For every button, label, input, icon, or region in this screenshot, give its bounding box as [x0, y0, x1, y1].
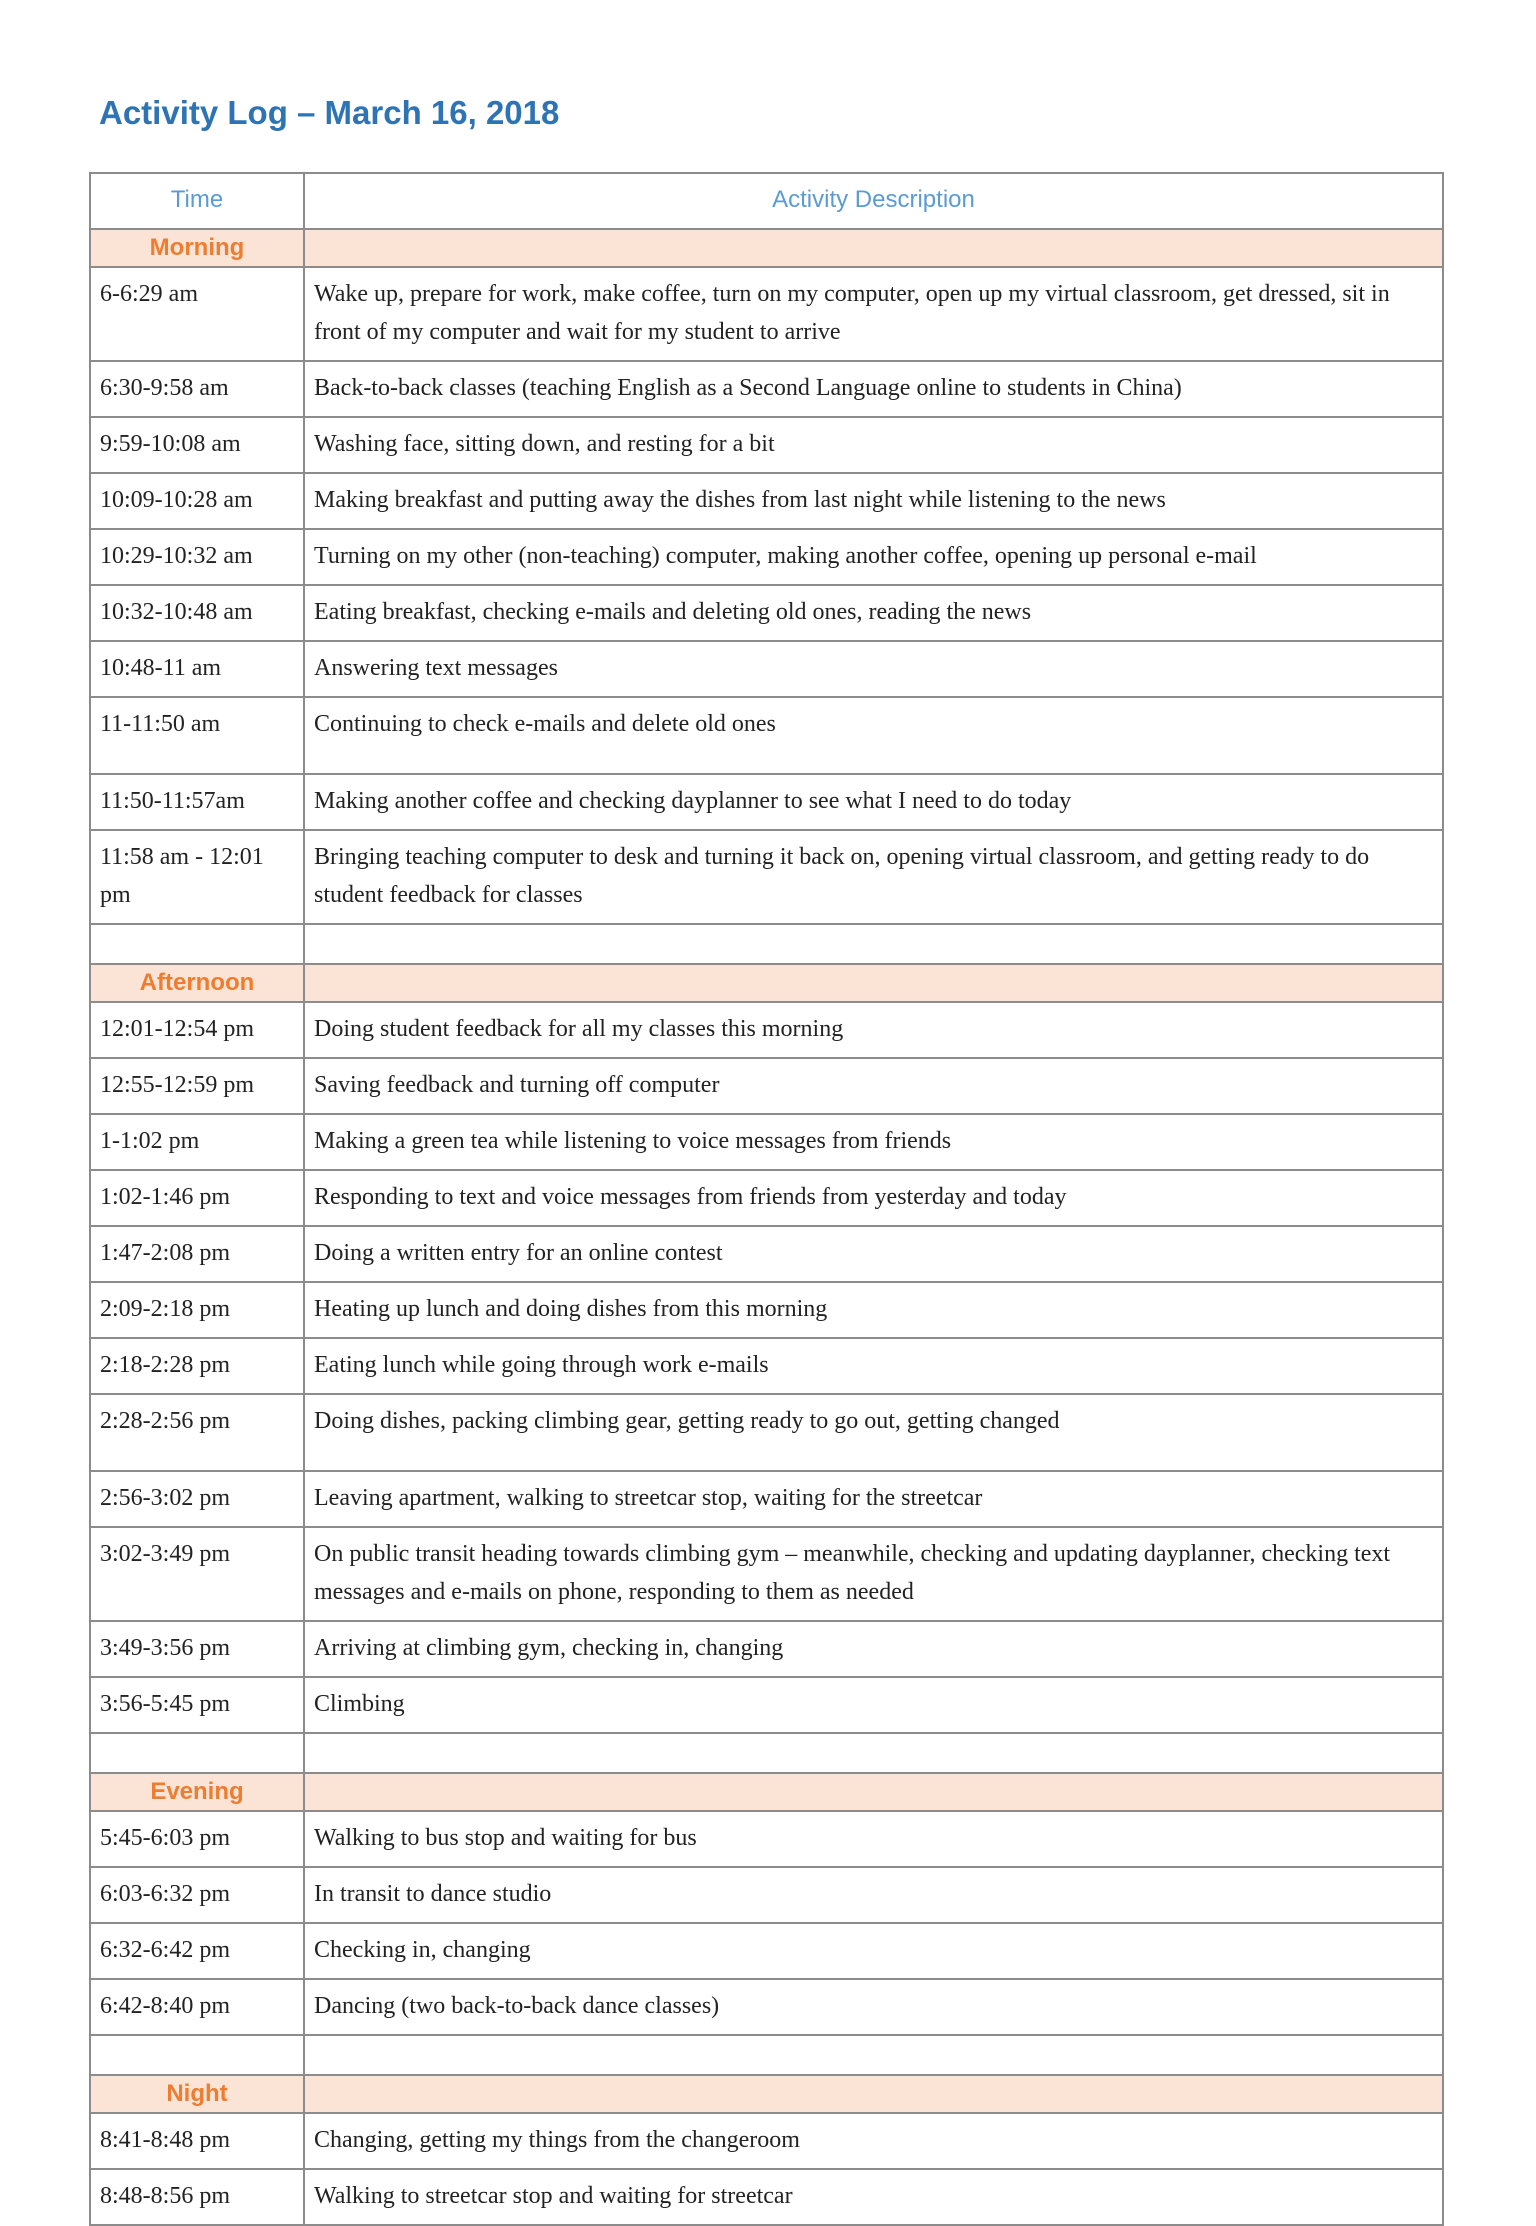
table-row	[90, 473, 1443, 529]
description-column-header: Activity Description	[304, 173, 1443, 229]
table-row	[90, 697, 1443, 774]
table-row	[90, 1867, 1443, 1923]
time-cell: 2:56-3:02 pm	[90, 1471, 304, 1527]
description-cell: Climbing	[304, 1677, 1443, 1733]
description-cell: Bringing teaching computer to desk and turning it back on, opening virtual classroom, and getting ready to do student feedback for classes	[304, 830, 1443, 924]
time-cell: 10:48-11 am	[90, 641, 304, 697]
activity-log-table	[89, 172, 1444, 2226]
description-cell: Eating lunch while going through work e-mails	[304, 1338, 1443, 1394]
time-cell: 5:45-6:03 pm	[90, 1811, 304, 1867]
time-cell: 8:41-8:48 pm	[90, 2113, 304, 2169]
description-cell: Changing, getting my things from the changeroom	[304, 2113, 1443, 2169]
page-title: Activity Log – March 16, 2018	[99, 94, 560, 131]
time-column-header: Time	[90, 173, 304, 229]
time-cell: 2:28-2:56 pm	[90, 1394, 304, 1471]
table-row	[90, 2169, 1443, 2225]
table-row	[90, 1058, 1443, 1114]
time-cell: 6:03-6:32 pm	[90, 1867, 304, 1923]
description-cell: Eating breakfast, checking e-mails and deleting old ones, reading the news	[304, 585, 1443, 641]
description-cell: Walking to bus stop and waiting for bus	[304, 1811, 1443, 1867]
description-cell: Heating up lunch and doing dishes from this morning	[304, 1282, 1443, 1338]
description-cell: Making breakfast and putting away the dishes from last night while listening to the news	[304, 473, 1443, 529]
description-cell: Making a green tea while listening to voice messages from friends	[304, 1114, 1443, 1170]
description-cell: Doing student feedback for all my classes this morning	[304, 1002, 1443, 1058]
table-row	[90, 1527, 1443, 1621]
time-cell: 9:59-10:08 am	[90, 417, 304, 473]
description-cell: On public transit heading towards climbing gym – meanwhile, checking and updating dayplanner, checking text messages and e-mails on phone, responding to them as needed	[304, 1527, 1443, 1621]
section-header-afternoon	[90, 964, 1443, 1002]
table-row	[90, 1471, 1443, 1527]
table-row	[90, 1170, 1443, 1226]
table-row	[90, 1677, 1443, 1733]
table-row	[90, 1621, 1443, 1677]
description-cell: Making another coffee and checking dayplanner to see what I need to do today	[304, 774, 1443, 830]
table-row	[90, 1811, 1443, 1867]
description-cell: Doing dishes, packing climbing gear, getting ready to go out, getting changed	[304, 1394, 1443, 1471]
spacer-row	[90, 1733, 1443, 1773]
description-cell: Dancing (two back-to-back dance classes)	[304, 1979, 1443, 2035]
table-row	[90, 361, 1443, 417]
time-cell: 6-6:29 am	[90, 267, 304, 361]
description-cell: Walking to streetcar stop and waiting for streetcar	[304, 2169, 1443, 2225]
time-cell: 12:55-12:59 pm	[90, 1058, 304, 1114]
description-cell: Doing a written entry for an online contest	[304, 1226, 1443, 1282]
description-cell: Wake up, prepare for work, make coffee, turn on my computer, open up my virtual classroom, get dressed, sit in front of my computer and wait for my student to arrive	[304, 267, 1443, 361]
description-cell: Continuing to check e-mails and delete old ones	[304, 697, 1443, 774]
time-cell: 6:30-9:58 am	[90, 361, 304, 417]
time-cell: 1-1:02 pm	[90, 1114, 304, 1170]
spacer-row	[90, 924, 1443, 964]
time-cell: 3:02-3:49 pm	[90, 1527, 304, 1621]
time-cell: 11:50-11:57am	[90, 774, 304, 830]
description-cell: Back-to-back classes (teaching English as a Second Language online to students in China)	[304, 361, 1443, 417]
section-fill	[304, 1773, 1443, 1811]
spacer-row	[90, 2035, 1443, 2075]
table-row	[90, 1002, 1443, 1058]
section-label: Night	[90, 2075, 304, 2113]
table-row	[90, 1226, 1443, 1282]
table-row	[90, 1338, 1443, 1394]
time-cell: 1:47-2:08 pm	[90, 1226, 304, 1282]
time-cell: 6:32-6:42 pm	[90, 1923, 304, 1979]
time-cell: 6:42-8:40 pm	[90, 1979, 304, 2035]
description-cell: Turning on my other (non-teaching) computer, making another coffee, opening up personal e-mail	[304, 529, 1443, 585]
description-cell: Leaving apartment, walking to streetcar stop, waiting for the streetcar	[304, 1471, 1443, 1527]
table-row	[90, 585, 1443, 641]
time-cell: 3:49-3:56 pm	[90, 1621, 304, 1677]
description-cell: In transit to dance studio	[304, 1867, 1443, 1923]
table-row	[90, 1979, 1443, 2035]
section-header-morning	[90, 229, 1443, 267]
table-row	[90, 529, 1443, 585]
table-row	[90, 830, 1443, 924]
description-cell: Saving feedback and turning off computer	[304, 1058, 1443, 1114]
section-fill	[304, 964, 1443, 1002]
table-row	[90, 2113, 1443, 2169]
table-header-row	[90, 173, 1443, 229]
description-cell: Responding to text and voice messages from friends from yesterday and today	[304, 1170, 1443, 1226]
table-row	[90, 774, 1443, 830]
section-label: Afternoon	[90, 964, 304, 1002]
description-cell: Checking in, changing	[304, 1923, 1443, 1979]
table-row	[90, 1923, 1443, 1979]
description-cell: Answering text messages	[304, 641, 1443, 697]
section-label: Evening	[90, 1773, 304, 1811]
time-cell: 2:09-2:18 pm	[90, 1282, 304, 1338]
time-cell: 1:02-1:46 pm	[90, 1170, 304, 1226]
time-cell: 11:58 am - 12:01 pm	[90, 830, 304, 924]
time-cell: 12:01-12:54 pm	[90, 1002, 304, 1058]
time-cell: 10:32-10:48 am	[90, 585, 304, 641]
section-label: Morning	[90, 229, 304, 267]
table-row	[90, 1282, 1443, 1338]
description-cell: Arriving at climbing gym, checking in, changing	[304, 1621, 1443, 1677]
table-row	[90, 1114, 1443, 1170]
time-cell: 10:29-10:32 am	[90, 529, 304, 585]
section-fill	[304, 2075, 1443, 2113]
table-row	[90, 641, 1443, 697]
time-cell: 10:09-10:28 am	[90, 473, 304, 529]
time-cell: 3:56-5:45 pm	[90, 1677, 304, 1733]
time-cell: 8:48-8:56 pm	[90, 2169, 304, 2225]
table-row	[90, 417, 1443, 473]
table-row	[90, 267, 1443, 361]
table-row	[90, 1394, 1443, 1471]
time-cell: 2:18-2:28 pm	[90, 1338, 304, 1394]
section-header-evening	[90, 1773, 1443, 1811]
section-header-night	[90, 2075, 1443, 2113]
description-cell: Washing face, sitting down, and resting for a bit	[304, 417, 1443, 473]
section-fill	[304, 229, 1443, 267]
time-cell: 11-11:50 am	[90, 697, 304, 774]
